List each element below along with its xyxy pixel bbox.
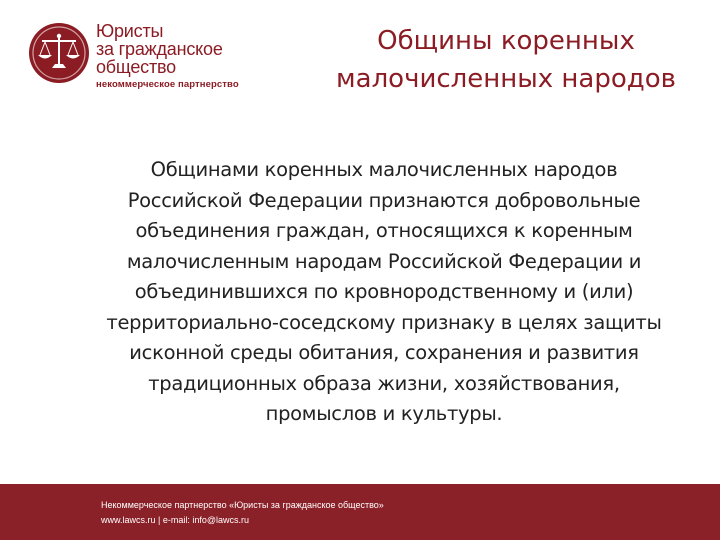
body-line: Общинами коренных малочисленных народов — [150, 158, 618, 181]
footer-contacts: www.lawcs.ru | e-mail: info@lawcs.ru — [101, 515, 250, 525]
logo-line-2: за гражданское — [96, 39, 223, 59]
body-line: традиционных образа жизни, хозяйствования, — [148, 371, 620, 395]
body-line: промыслов и культуры. — [265, 402, 503, 425]
slide-title — [300, 22, 712, 98]
footer-organization: Некоммерческое партнерство «Юристы за гражданское общество» — [101, 500, 384, 510]
body-line: объединения граждан, относящихся к коренным — [135, 219, 633, 242]
slide-title-line-2: малочисленных народов — [336, 64, 676, 94]
logo-subtitle: некоммерческое партнерство — [96, 79, 239, 90]
body-line: малочисленным народам Российской Федерации и — [126, 249, 642, 273]
logo-text — [96, 22, 239, 90]
footer-bar — [0, 484, 720, 540]
body-line: исконной среды обитания, сохранения и развития — [129, 341, 639, 364]
logo-line-1: Юристы — [96, 21, 164, 41]
slide-body — [96, 155, 672, 430]
slide-title-line-1: Общины коренных — [377, 26, 635, 56]
logo-line-3: общество — [96, 57, 176, 77]
body-line: объединившихся по кровнородственному и (или) — [134, 280, 634, 303]
scales-of-justice-icon — [28, 22, 90, 84]
body-line: территориально-соседскому признаку в целях защиты — [106, 310, 662, 334]
body-line: Российской Федерации признаются добровольные — [127, 188, 641, 212]
